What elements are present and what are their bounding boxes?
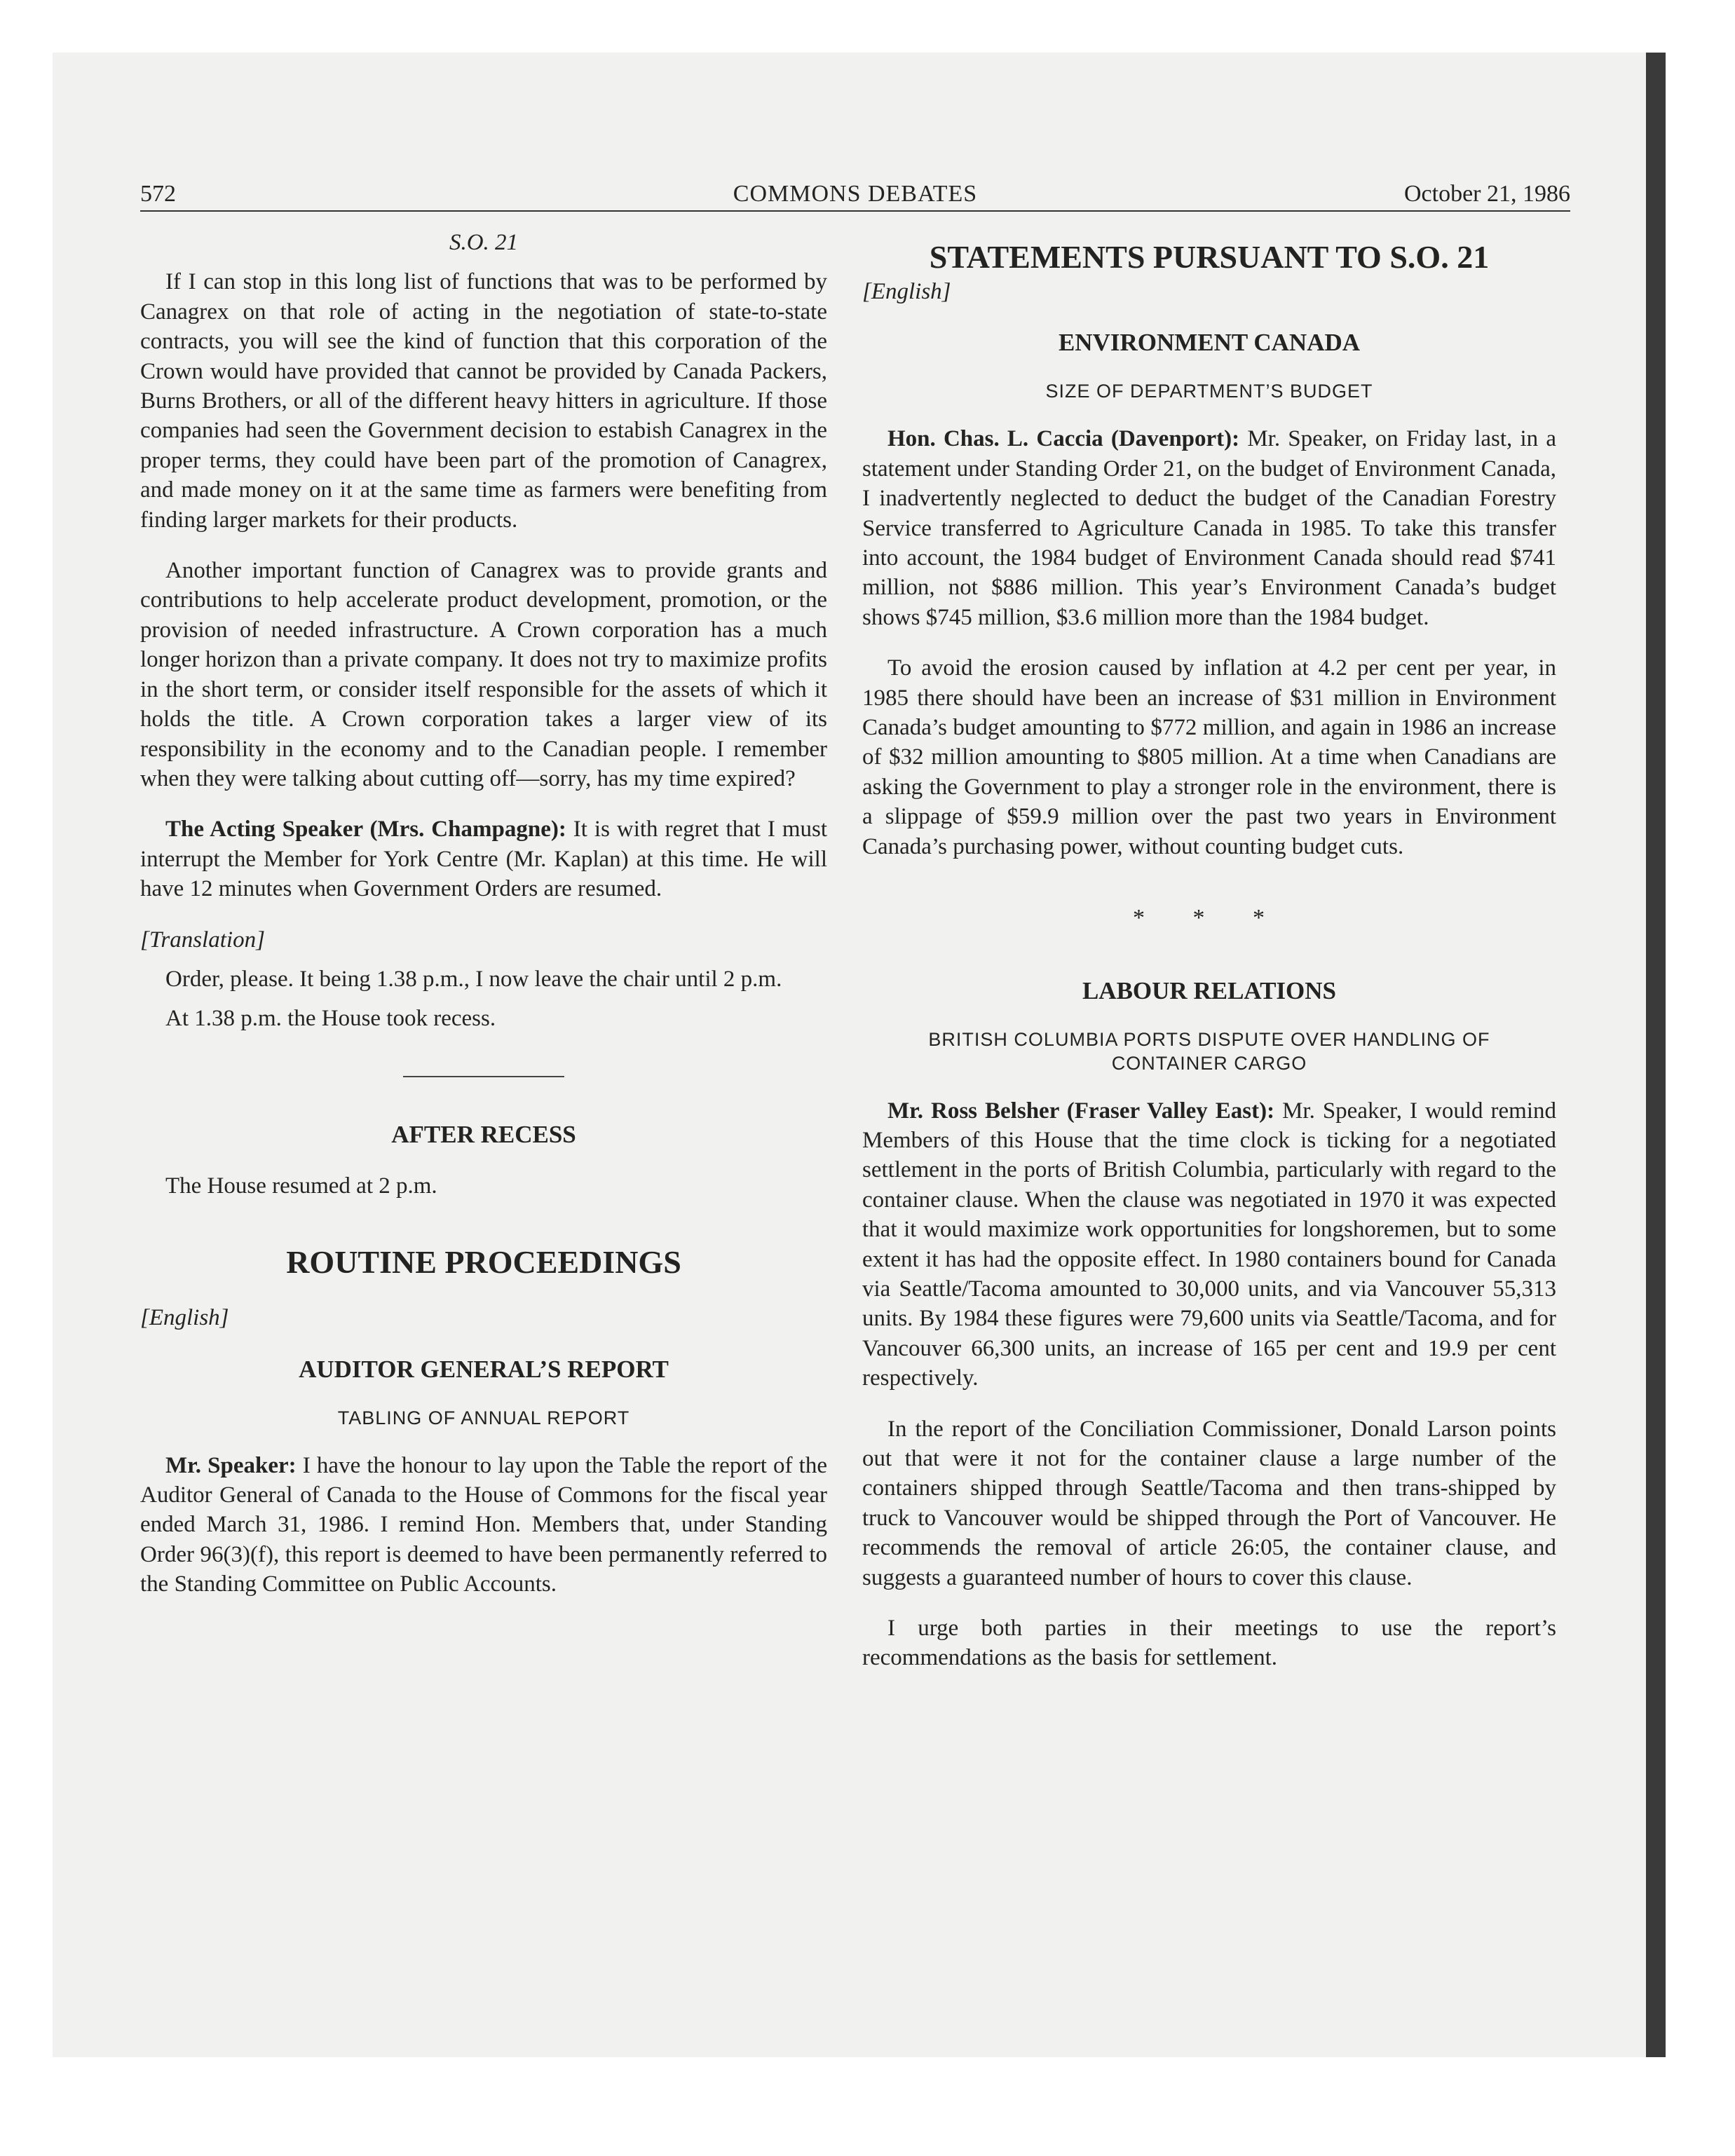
header-rule bbox=[140, 210, 1570, 212]
speaker-name: The Acting Speaker (Mrs. Champagne): bbox=[165, 817, 566, 842]
subsection-subtitle: TABLING OF ANNUAL REPORT bbox=[337, 1407, 630, 1428]
subsection-subtitle: SIZE OF DEPARTMENT’S BUDGET bbox=[1045, 381, 1373, 402]
publication-date: October 21, 1986 bbox=[1403, 181, 1570, 207]
scan-edge bbox=[1646, 53, 1666, 2057]
subsection-heading: ENVIRONMENT CANADA bbox=[1058, 329, 1361, 357]
paragraph bbox=[140, 1451, 827, 1599]
paragraph bbox=[140, 814, 827, 903]
paragraph: Another important function of Canagrex was to provide grants and contributions to help accelerate product development, promotion, or the provision of needed infrastructure. A Crown corporation has a much longer horizon than a private company. It does not try to maximize profits in the short term, or consider itself responsible for the assets of which it holds the title. A Crown corporation takes a larger view of its responsibility in the economy and to the Canadian people. I remember when they were talking about cutting off—sorry, has my time expired? bbox=[140, 558, 827, 791]
language-label: [Translation] bbox=[140, 927, 265, 953]
paragraph: The House resumed at 2 p.m. bbox=[165, 1173, 437, 1199]
subsection-heading: AUDITOR GENERAL’S REPORT bbox=[299, 1355, 669, 1383]
speech-text: It is with regret that I must interrupt the Member for York Centre (Mr. Kaplan) at this time. He will have 12 minutes when Government Orders are resumed. bbox=[140, 817, 827, 902]
language-label: [English] bbox=[862, 279, 951, 304]
paragraph bbox=[862, 1096, 1556, 1393]
subsection-heading: LABOUR RELATIONS bbox=[1082, 976, 1337, 1004]
left-column bbox=[140, 228, 827, 1599]
paragraph: Order, please. It being 1.38 p.m., I now leave the chair until 2 p.m. bbox=[165, 966, 782, 992]
speech-text: I have the honour to lay upon the Table the report of the Auditor General of Canada to the House of Commons for the fiscal year ended March 31, 1986. I remind Hon. Members that, under Standing Order 96(3)(f), this report is deemed to have been permanently referred to the Standing Committee on Public Accounts. bbox=[140, 1452, 827, 1597]
paragraph: If I can stop in this long list of functions that was to be performed by Canagrex on that role of acting in the negotiation of state-to-state contracts, you will see the kind of function that this corporation of the Crown would have provided that cannot be provided by Canada Packers, Burns Brothers, or all of the different heavy hitters in agriculture. If those companies had seen the Government decision to estabish Canagrex in the proper terms, they could have been part of the promotion of Canagrex, and made money on it at the same time as farmers were benefiting from finding larger markets for their products. bbox=[140, 269, 827, 533]
language-label: [English] bbox=[140, 1305, 229, 1331]
speech-text: Mr. Speaker, I would remind Members of this House that the time clock is ticking for a negotiated settlement in the ports of British Columbia, particularly with regard to the container clause. When the clause was negotiated in 1970 it was expected that it would maximize work opportunities for longshoremen, but to some extent it has had the opposite effect. In 1980 containers bound for Canada via Seattle/Tacoma amounted to 30,000 units, and via Vancouver 55,313 units. By 1984 these figures were 79,600 units via Seattle/Tacoma, and for Vancouver 66,300 units, an increase of 165 per cent and 19.9 per cent respectively. bbox=[862, 1098, 1556, 1391]
speaker-name: Hon. Chas. L. Caccia (Davenport): bbox=[887, 426, 1240, 452]
subsection-subtitle: BRITISH COLUMBIA PORTS DISPUTE OVER HANDLING OF CONTAINER CARGO bbox=[928, 1028, 1490, 1074]
publication-title: COMMONS DEBATES bbox=[733, 181, 978, 207]
speaker-name: Mr. Speaker: bbox=[165, 1452, 297, 1478]
paragraph: I urge both parties in their meetings to use the report’s recommendations as the basis for settlement. bbox=[862, 1616, 1556, 1671]
paragraph bbox=[862, 424, 1556, 632]
page-number: 572 bbox=[140, 181, 176, 207]
section-separator: * * * bbox=[1133, 905, 1286, 932]
paragraph: To avoid the erosion caused by inflation at 4.2 per cent per year, in 1985 there should have been an increase of $31 million in Environment Canada’s budget amounting to $772 million, and again in 1986 an increase of $32 million amounting to $805 million. At a time when Canadians are asking the Government to play a stronger role in the environment, there is a slippage of $59.9 million over the past two years in Environment Canada’s purchasing power, without counting budget cuts. bbox=[862, 655, 1556, 859]
right-column bbox=[862, 228, 1556, 1673]
section-heading: ROUTINE PROCEEDINGS bbox=[286, 1244, 681, 1281]
speaker-name: Mr. Ross Belsher (Fraser Valley East): bbox=[887, 1098, 1275, 1124]
paragraph: At 1.38 p.m. the House took recess. bbox=[165, 1006, 496, 1032]
section-heading: AFTER RECESS bbox=[391, 1120, 576, 1148]
paragraph: In the report of the Conciliation Commissioner, Donald Larson points out that were it not for the container clause a large number of the containers shipped through Seattle/Tacoma and then trans-shipped by truck to Vancouver would be shipped through the Port of Vancouver. He recommends the removal of article 26:05, the container clause, and suggests a guaranteed number of hours to cover this clause. bbox=[862, 1416, 1556, 1590]
speech-text: Mr. Speaker, on Friday last, in a statement under Standing Order 21, on the budget of Environment Canada, I inadvertently neglected to deduct the budget of the Canadian Forestry Service transferred to Agriculture Canada in 1985. To take this transfer into account, the 1984 budget of Environment Canada should read $741 million, not $886 million. This year’s Environment Canada’s budget shows $745 million, $3.6 million more than the 1984 budget. bbox=[862, 426, 1556, 630]
section-heading: STATEMENTS PURSUANT TO S.O. 21 bbox=[929, 239, 1490, 275]
so-label: S.O. 21 bbox=[449, 230, 519, 255]
